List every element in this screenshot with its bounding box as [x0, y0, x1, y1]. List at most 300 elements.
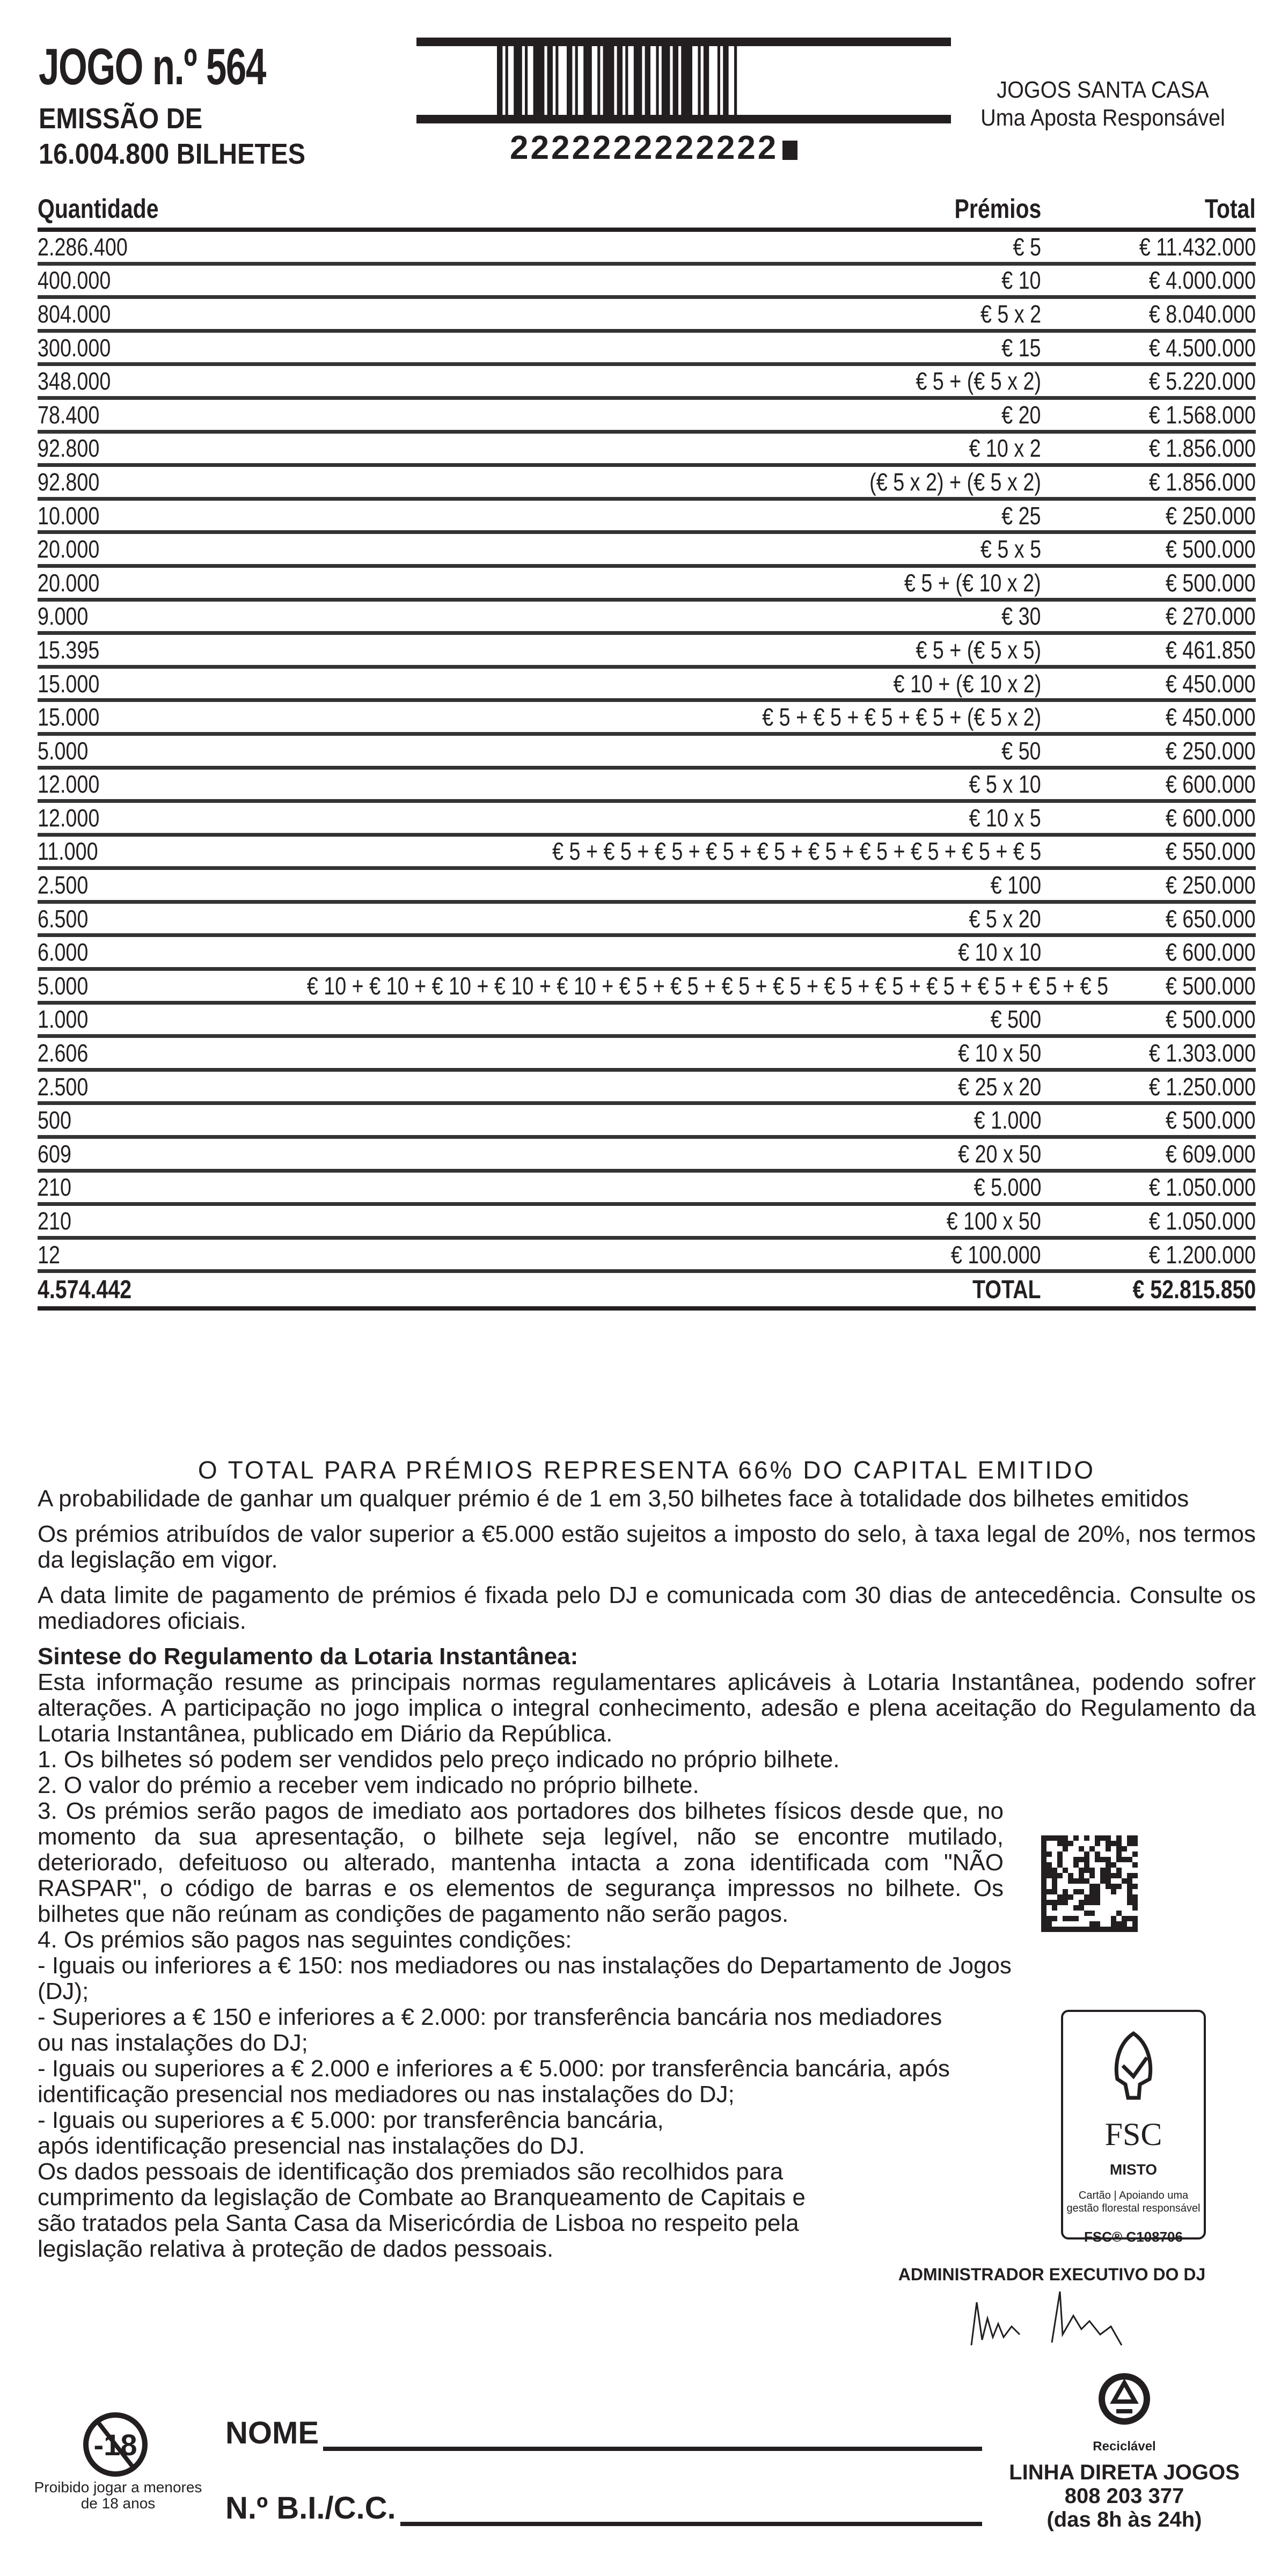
- table-row: [38, 1005, 1256, 1038]
- row-quantity: 78.400: [38, 400, 100, 429]
- barcode-top-rule: [416, 38, 951, 46]
- datamatrix-module: [1127, 1927, 1132, 1932]
- rule-1: 1. Os bilhetes só podem ser vendidos pelo preço indicado no próprio bilhete.: [38, 1746, 840, 1773]
- age-restriction-text: Proibido jogar a menores de 18 anos: [34, 2479, 202, 2512]
- datamatrix-module: [1063, 1894, 1068, 1900]
- datamatrix-module: [1132, 1841, 1138, 1846]
- datamatrix-module: [1111, 1916, 1116, 1921]
- datamatrix-module: [1095, 1900, 1100, 1905]
- datamatrix-module: [1057, 1900, 1063, 1905]
- table-row: [38, 1139, 1256, 1173]
- barcode-bar: [617, 46, 623, 115]
- datamatrix-module: [1132, 1835, 1138, 1841]
- barcode-bar: [555, 46, 558, 115]
- row-prize: (€ 5 x 2) + (€ 5 x 2): [869, 467, 1041, 496]
- row-total: € 1.856.000: [1148, 434, 1256, 463]
- row-prize: € 100.000: [951, 1240, 1041, 1269]
- datamatrix-module: [1127, 1835, 1132, 1841]
- row-prize: € 5 + (€ 5 x 2): [916, 367, 1041, 396]
- table-row: [38, 669, 1256, 702]
- rule-2: 2. O valor do prémio a receber vem indicado no próprio bilhete.: [38, 1772, 699, 1798]
- table-row: [38, 602, 1256, 635]
- datamatrix-module: [1041, 1921, 1046, 1927]
- table-row: [38, 635, 1256, 669]
- datamatrix-module: [1116, 1911, 1122, 1916]
- datamatrix-module: [1052, 1900, 1057, 1905]
- row-total: € 600.000: [1166, 803, 1256, 832]
- barcode-bar: [583, 46, 592, 115]
- datamatrix-module: [1132, 1905, 1138, 1911]
- row-total: € 1.250.000: [1148, 1072, 1256, 1101]
- row-quantity: 9.000: [38, 602, 89, 631]
- row-total: € 4.000.000: [1148, 266, 1256, 295]
- datamatrix-module: [1063, 1900, 1068, 1905]
- row-prize: € 1.000: [974, 1106, 1041, 1135]
- row-prize: € 5 x 10: [969, 770, 1041, 799]
- datamatrix-module: [1084, 1862, 1089, 1868]
- datamatrix-module: [1079, 1868, 1084, 1873]
- brand-name: JOGOS SANTA CASA: [997, 77, 1209, 103]
- row-prize: € 10: [1001, 266, 1041, 295]
- barcode-bar: [645, 46, 650, 115]
- datamatrix-module: [1116, 1884, 1122, 1889]
- row-quantity: 210: [38, 1207, 71, 1235]
- datamatrix-module: [1089, 1889, 1095, 1894]
- row-total: € 500.000: [1166, 1106, 1256, 1135]
- barcode-bar: [506, 46, 508, 115]
- condition-4b: após identificação presencial nas instalações do DJ.: [38, 2133, 585, 2159]
- barcode-bar: [718, 46, 720, 115]
- age-restriction-icon: [80, 2410, 150, 2479]
- table-row: [38, 1038, 1256, 1072]
- datamatrix-module: [1111, 1884, 1116, 1889]
- datamatrix-module: [1084, 1835, 1089, 1841]
- table-row: [38, 1240, 1256, 1274]
- row-prize: € 25: [1001, 501, 1041, 530]
- datamatrix-module: [1095, 1921, 1100, 1927]
- row-prize: € 5 + (€ 10 x 2): [904, 568, 1041, 597]
- row-quantity: 12: [38, 1240, 60, 1269]
- datamatrix-module: [1057, 1873, 1063, 1878]
- datamatrix-module: [1116, 1921, 1122, 1927]
- datamatrix-module: [1132, 1900, 1138, 1905]
- datamatrix-module: [1041, 1835, 1046, 1841]
- datamatrix-module: [1089, 1846, 1095, 1851]
- condition-1: - Iguais ou inferiores a € 150: nos mediadores ou nas instalações do Departamento de Jogos (DJ);: [38, 1952, 1012, 2004]
- datamatrix-module: [1079, 1889, 1084, 1894]
- name-field[interactable]: [225, 2415, 982, 2451]
- datamatrix-module: [1084, 1927, 1089, 1932]
- row-total: € 500.000: [1166, 971, 1256, 1000]
- datamatrix-module: [1046, 1851, 1052, 1857]
- datamatrix-module: [1106, 1862, 1111, 1868]
- datamatrix-module: [1089, 1900, 1095, 1905]
- datamatrix-module: [1106, 1884, 1111, 1889]
- datamatrix-module: [1100, 1878, 1106, 1884]
- age-icon-label: -18: [93, 2428, 137, 2462]
- datamatrix-module: [1073, 1878, 1079, 1884]
- datamatrix-module: [1063, 1835, 1068, 1841]
- tax-note: Os prémios atribuídos de valor superior a €5.000 estão sujeitos a imposto do selo, à taxa legal de 20%, nos termos da legislação em vigor.: [38, 1521, 1256, 1573]
- datamatrix-module: [1095, 1894, 1100, 1900]
- datamatrix-module: [1095, 1884, 1100, 1889]
- row-total: € 1.856.000: [1148, 467, 1256, 496]
- datamatrix-module: [1041, 1857, 1046, 1862]
- datamatrix-module: [1057, 1851, 1063, 1857]
- row-quantity: 12.000: [38, 803, 100, 832]
- table-row: [38, 232, 1256, 266]
- table-row: [38, 266, 1256, 299]
- id-line[interactable]: [400, 2495, 982, 2526]
- datamatrix-module: [1046, 1873, 1052, 1878]
- row-prize: € 20: [1001, 400, 1041, 429]
- datamatrix-module: [1132, 1916, 1138, 1921]
- datamatrix-module: [1041, 1884, 1046, 1889]
- row-quantity: 6.500: [38, 904, 89, 933]
- datamatrix-module: [1073, 1857, 1079, 1862]
- row-prize: € 5 x 5: [980, 535, 1041, 564]
- table-row: [38, 770, 1256, 803]
- header-quantity: Quantidade: [38, 194, 159, 224]
- datamatrix-module: [1127, 1900, 1132, 1905]
- row-total: € 11.432.000: [1139, 232, 1256, 261]
- datamatrix-module: [1052, 1889, 1057, 1894]
- datamatrix-module: [1057, 1835, 1063, 1841]
- datamatrix-module: [1084, 1900, 1089, 1905]
- row-prize: € 25 x 20: [957, 1072, 1041, 1101]
- barcode-bar: [547, 46, 553, 115]
- row-quantity: 12.000: [38, 770, 100, 799]
- datamatrix-module: [1089, 1873, 1095, 1878]
- header-prizes: Prémios: [954, 194, 1041, 224]
- table-row: [38, 400, 1256, 434]
- barcode-bar: [567, 46, 572, 115]
- datamatrix-module: [1041, 1916, 1046, 1921]
- row-quantity: 804.000: [38, 299, 111, 328]
- row-total: € 250.000: [1166, 501, 1256, 530]
- datamatrix-module: [1073, 1862, 1079, 1868]
- datamatrix-module: [1122, 1857, 1127, 1862]
- datamatrix-module: [1116, 1841, 1122, 1846]
- datamatrix-module: [1132, 1921, 1138, 1927]
- row-prize: € 100 x 50: [946, 1207, 1041, 1235]
- row-quantity: 6.000: [38, 938, 89, 967]
- datamatrix-module: [1122, 1846, 1127, 1851]
- barcode-bar: [673, 46, 678, 115]
- row-total: € 650.000: [1166, 904, 1256, 933]
- datamatrix-module: [1127, 1857, 1132, 1862]
- brand-tagline: Uma Aposta Responsável: [980, 105, 1225, 131]
- datamatrix-module: [1132, 1873, 1138, 1878]
- row-total: € 1.050.000: [1148, 1173, 1256, 1202]
- datamatrix-module: [1111, 1841, 1116, 1846]
- row-prize: € 10 x 2: [969, 434, 1041, 463]
- datamatrix-module: [1041, 1905, 1046, 1911]
- datamatrix-module: [1100, 1835, 1106, 1841]
- table-row: [38, 534, 1256, 568]
- row-quantity: 20.000: [38, 535, 100, 564]
- row-quantity: 15.000: [38, 669, 100, 698]
- table-row: [38, 467, 1256, 501]
- datamatrix-module: [1079, 1878, 1084, 1884]
- fsc-tree-icon: [1063, 2028, 1204, 2115]
- datamatrix-module: [1068, 1878, 1073, 1884]
- datamatrix-module: [1084, 1868, 1089, 1873]
- table-row: [38, 870, 1256, 904]
- condition-3: - Iguais ou superiores a € 2.000 e inferiores a € 5.000: por transferência bancária, após identificação presencial nos mediadores ou nas instalações do DJ;: [38, 2055, 950, 2107]
- datamatrix-module: [1116, 1868, 1122, 1873]
- row-total: € 8.040.000: [1148, 299, 1256, 328]
- row-prize: € 50: [1001, 736, 1041, 765]
- barcode-marker: [782, 141, 797, 160]
- rule-3: 3. Os prémios serão pagos de imediato aos portadores dos bilhetes físicos desde que, no momento da sua apresentação, o bilhete seja legível, não se encontre mutilado, deteriorado, defeituoso ou alterado, mantenha intacta a zona identificada com "NÃO RASPAR", o código de barras e os elementos de segurança impressos no bilhete. Os bilhetes que não reúnam as condições de pagamento não serão pagos.: [38, 1798, 1004, 1927]
- row-prize: € 100: [990, 871, 1041, 899]
- datamatrix-module: [1073, 1916, 1079, 1921]
- datamatrix-module: [1041, 1846, 1046, 1851]
- datamatrix-module: [1041, 1927, 1046, 1932]
- datamatrix-module: [1073, 1889, 1079, 1894]
- datamatrix-module: [1063, 1841, 1068, 1846]
- barcode: [416, 38, 951, 123]
- row-quantity: 92.800: [38, 467, 100, 496]
- datamatrix-module: [1100, 1873, 1106, 1878]
- datamatrix-module: [1127, 1873, 1132, 1878]
- datamatrix-module: [1052, 1868, 1057, 1873]
- id-field[interactable]: [225, 2490, 982, 2526]
- row-prize: € 10 x 50: [957, 1039, 1041, 1067]
- row-total: € 550.000: [1166, 837, 1256, 866]
- datamatrix-module: [1052, 1835, 1057, 1841]
- row-prize: € 10 + (€ 10 x 2): [893, 669, 1041, 698]
- datamatrix-module: [1052, 1873, 1057, 1878]
- table-row: [38, 568, 1256, 602]
- row-quantity: 210: [38, 1173, 71, 1202]
- datamatrix-module: [1041, 1878, 1046, 1884]
- table-row: [38, 366, 1256, 400]
- datamatrix-module: [1132, 1884, 1138, 1889]
- table-row: [38, 1173, 1256, 1206]
- table-row: [38, 837, 1256, 870]
- datamatrix-code: [1041, 1835, 1138, 1932]
- datamatrix-module: [1095, 1889, 1100, 1894]
- datamatrix-module: [1068, 1927, 1073, 1932]
- datamatrix-module: [1106, 1841, 1111, 1846]
- barcode-bars: [497, 46, 870, 115]
- row-prize: € 5 + (€ 5 x 5): [916, 635, 1041, 664]
- fsc-word: FSC: [1104, 2117, 1162, 2152]
- barcode-bar: [662, 46, 670, 115]
- rules-title: Sintese do Regulamento da Lotaria Instantânea:: [38, 1643, 579, 1670]
- datamatrix-module: [1132, 1927, 1138, 1932]
- datamatrix-module: [1041, 1894, 1046, 1900]
- row-prize: € 5 + € 5 + € 5 + € 5 + (€ 5 x 2): [762, 703, 1041, 731]
- datamatrix-module: [1046, 1900, 1052, 1905]
- datamatrix-module: [1132, 1862, 1138, 1868]
- datamatrix-module: [1079, 1900, 1084, 1905]
- datamatrix-module: [1057, 1841, 1063, 1846]
- table-row: [38, 971, 1256, 1005]
- datamatrix-module: [1063, 1846, 1068, 1851]
- datamatrix-module: [1046, 1862, 1052, 1868]
- row-total: € 250.000: [1166, 736, 1256, 765]
- name-line[interactable]: [323, 2420, 982, 2451]
- datamatrix-module: [1041, 1868, 1046, 1873]
- row-total: € 600.000: [1166, 938, 1256, 967]
- row-quantity: 5.000: [38, 971, 89, 1000]
- datamatrix-module: [1052, 1878, 1057, 1884]
- datamatrix-module: [1046, 1921, 1052, 1927]
- datamatrix-module: [1122, 1921, 1127, 1927]
- row-quantity: 15.395: [38, 635, 100, 664]
- table-row: [38, 1105, 1256, 1139]
- row-total: € 5.220.000: [1148, 367, 1256, 396]
- barcode-bar: [597, 46, 600, 115]
- datamatrix-module: [1100, 1927, 1106, 1932]
- datamatrix-module: [1079, 1873, 1084, 1878]
- hotline-hours: (das 8h às 24h): [1046, 2508, 1202, 2531]
- row-quantity: 348.000: [38, 367, 111, 396]
- datamatrix-module: [1079, 1846, 1084, 1851]
- row-total: € 450.000: [1166, 703, 1256, 731]
- datamatrix-module: [1111, 1862, 1116, 1868]
- datamatrix-module: [1057, 1862, 1063, 1868]
- privacy-note: Os dados pessoais de identificação dos premiados são recolhidos para cumprimento da legislação de Combate ao Branqueamento de Capitais e são tratados pela Santa Casa da Misericórdia de Lisboa no respeito pela legislação relativa à proteção de dados pessoais.: [38, 2158, 806, 2262]
- table-header: [38, 182, 1256, 232]
- datamatrix-module: [1122, 1916, 1127, 1921]
- game-title: JOGO n.º 564: [39, 38, 266, 96]
- datamatrix-module: [1068, 1894, 1073, 1900]
- datamatrix-module: [1127, 1841, 1132, 1846]
- barcode-digits: 2222222222222: [510, 129, 779, 166]
- name-label: NOME: [225, 2416, 319, 2450]
- row-total: € 500.000: [1166, 568, 1256, 597]
- datamatrix-module: [1111, 1927, 1116, 1932]
- barcode-bar: [497, 46, 502, 115]
- row-prize: € 5 x 20: [969, 904, 1041, 933]
- row-quantity: 2.606: [38, 1039, 89, 1067]
- datamatrix-module: [1057, 1894, 1063, 1900]
- datamatrix-module: [1046, 1868, 1052, 1873]
- row-prize: € 30: [1001, 602, 1041, 631]
- row-total: € 500.000: [1166, 535, 1256, 564]
- row-quantity: 10.000: [38, 501, 100, 530]
- datamatrix-module: [1127, 1916, 1132, 1921]
- datamatrix-module: [1111, 1889, 1116, 1894]
- hotline-number: 808 203 377: [1064, 2484, 1184, 2508]
- row-prize: € 10 + € 10 + € 10 + € 10 + € 10 + € 5 + € 5 + € 5 + € 5 + € 5 + € 5 + € 5 + € 5 + € 5 + € 5: [307, 971, 1109, 1000]
- datamatrix-module: [1111, 1873, 1116, 1878]
- barcode-bar: [723, 46, 728, 115]
- datamatrix-module: [1106, 1835, 1111, 1841]
- row-total: € 1.303.000: [1148, 1039, 1256, 1067]
- recycle-icon: [1095, 2369, 1154, 2428]
- row-quantity: 5.000: [38, 736, 89, 765]
- row-total: € 450.000: [1166, 669, 1256, 698]
- row-prize: € 500: [990, 1005, 1041, 1034]
- datamatrix-module: [1116, 1851, 1122, 1857]
- total-quantity: 4.574.442: [38, 1275, 132, 1304]
- datamatrix-module: [1089, 1894, 1095, 1900]
- datamatrix-module: [1084, 1894, 1089, 1900]
- row-quantity: 92.800: [38, 434, 100, 463]
- datamatrix-module: [1116, 1857, 1122, 1862]
- datamatrix-module: [1073, 1927, 1079, 1932]
- total-label: TOTAL: [972, 1275, 1041, 1304]
- prize-table: [38, 182, 1256, 1311]
- row-quantity: 20.000: [38, 568, 100, 597]
- row-prize: € 10 x 5: [969, 803, 1041, 832]
- datamatrix-module: [1106, 1873, 1111, 1878]
- datamatrix-module: [1084, 1857, 1089, 1862]
- table-row: [38, 1206, 1256, 1240]
- table-row: [38, 803, 1256, 837]
- datamatrix-module: [1041, 1889, 1046, 1894]
- row-prize: € 5.000: [974, 1173, 1041, 1202]
- barcode-bar: [575, 46, 578, 115]
- datamatrix-module: [1116, 1927, 1122, 1932]
- datamatrix-module: [1041, 1862, 1046, 1868]
- brand-block: [961, 76, 1246, 132]
- datamatrix-module: [1046, 1927, 1052, 1932]
- row-quantity: 2.286.400: [38, 232, 128, 261]
- row-prize: € 10 x 10: [957, 938, 1041, 967]
- row-quantity: 609: [38, 1139, 71, 1168]
- row-total: € 1.050.000: [1148, 1207, 1256, 1235]
- datamatrix-module: [1127, 1884, 1132, 1889]
- row-quantity: 500: [38, 1106, 71, 1135]
- datamatrix-module: [1116, 1873, 1122, 1878]
- datamatrix-module: [1063, 1916, 1068, 1921]
- datamatrix-module: [1079, 1857, 1084, 1862]
- row-quantity: 1.000: [38, 1005, 89, 1034]
- total-amount: € 52.815.850: [1132, 1275, 1256, 1304]
- datamatrix-module: [1052, 1905, 1057, 1911]
- datamatrix-module: [1089, 1884, 1095, 1889]
- fsc-type: MISTO: [1109, 2161, 1158, 2178]
- hotline-block: [998, 2461, 1250, 2531]
- datamatrix-module: [1068, 1916, 1073, 1921]
- datamatrix-module: [1079, 1927, 1084, 1932]
- row-quantity: 300.000: [38, 333, 111, 362]
- prize-percentage-headline: O TOTAL PARA PRÉMIOS REPRESENTA 66% DO CAPITAL EMITIDO: [197, 1456, 1096, 1484]
- rule-4: 4. Os prémios são pagos nas seguintes condições:: [38, 1927, 572, 1953]
- barcode-bar: [698, 46, 700, 115]
- datamatrix-module: [1122, 1878, 1127, 1884]
- row-total: € 250.000: [1166, 871, 1256, 899]
- datamatrix-module: [1041, 1841, 1046, 1846]
- row-prize: € 5: [1013, 232, 1041, 261]
- barcode-number: [510, 129, 797, 167]
- datamatrix-module: [1095, 1841, 1100, 1846]
- datamatrix-module: [1111, 1921, 1116, 1927]
- row-total: € 270.000: [1166, 602, 1256, 631]
- barcode-bar: [625, 46, 628, 115]
- datamatrix-module: [1041, 1900, 1046, 1905]
- datamatrix-module: [1089, 1921, 1095, 1927]
- id-label: N.º B.I./C.C.: [225, 2491, 396, 2526]
- datamatrix-module: [1100, 1868, 1106, 1873]
- rules-detail: [38, 1798, 1036, 2262]
- datamatrix-module: [1095, 1927, 1100, 1932]
- condition-2: - Superiores a € 150 e inferiores a € 2.000: por transferência bancária nos mediadores ou nas instalações do DJ;: [38, 2004, 942, 2056]
- barcode-bar: [634, 46, 642, 115]
- datamatrix-module: [1084, 1851, 1089, 1857]
- recycle-label: Reciclável: [1093, 2439, 1156, 2454]
- datamatrix-module: [1063, 1868, 1068, 1873]
- datamatrix-module: [1132, 1851, 1138, 1857]
- datamatrix-module: [1052, 1884, 1057, 1889]
- datamatrix-module: [1084, 1878, 1089, 1884]
